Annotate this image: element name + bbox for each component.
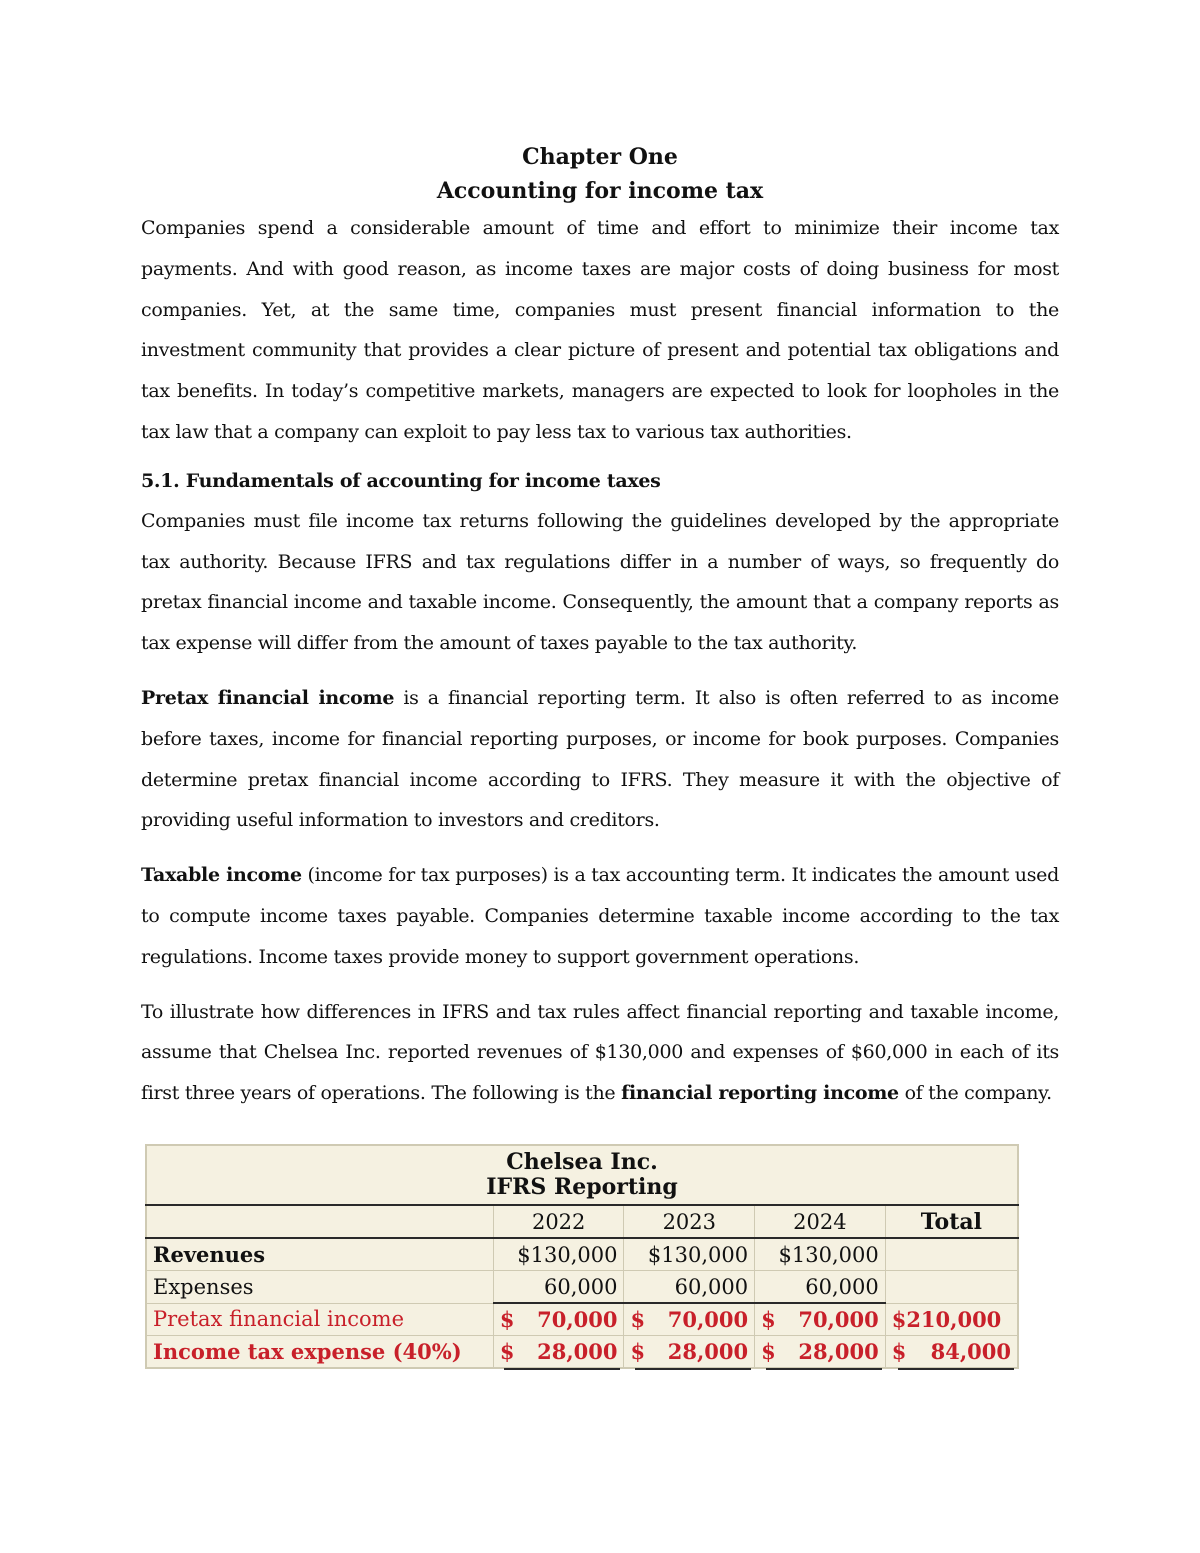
year-header: 2024 xyxy=(755,1205,886,1238)
double-underline xyxy=(504,1368,620,1370)
double-underline xyxy=(898,1368,1014,1370)
illustration-text: To illustrate how differences in IFRS and tax rules affect financial reporting and taxable income, assume that Chelsea Inc. reported revenues of $130,000 and expenses of $60,000 in each of its first three years of operations. The following is the xyxy=(141,1000,1059,1105)
row-total xyxy=(885,1271,1018,1304)
table-row xyxy=(146,1238,1018,1271)
pretax-term: Pretax financial income xyxy=(141,686,395,709)
chapter-label: Chapter One xyxy=(522,144,678,170)
table-title xyxy=(146,1145,1018,1205)
row-value: 60,000 xyxy=(624,1271,755,1304)
row-total: $ 84,000 xyxy=(885,1336,1018,1369)
pretax-definition: is a financial reporting term. It also is often referred to as income before taxes, income for financial reporting purposes, or income for book purposes. Companies determine pretax financial income according to IFRS. They measure it with the objective of providing useful information to investors and creditors. xyxy=(141,686,1059,832)
row-total xyxy=(885,1238,1018,1271)
page-title: Accounting for income tax xyxy=(436,178,764,204)
row-value: $130,000 xyxy=(624,1238,755,1271)
section-paragraph: Companies must file income tax returns following the guidelines developed by the appropriate tax authority. Because IFRS and tax regulations differ in a number of ways, so frequently do pretax financial income and taxable income. Consequently, the amount that a company reports as tax expense will differ from the amount of taxes payable to the tax authority. xyxy=(141,509,1059,655)
row-total: $210,000 xyxy=(885,1303,1018,1336)
pretax-paragraph xyxy=(141,678,1059,841)
row-value: $130,000 xyxy=(493,1238,624,1271)
table-row xyxy=(146,1271,1018,1304)
double-underline xyxy=(635,1368,751,1370)
row-label: Pretax financial income xyxy=(146,1303,493,1336)
row-value: $ 28,000 xyxy=(755,1336,886,1369)
table-row xyxy=(146,1303,1018,1336)
illustration-end: of the company. xyxy=(898,1082,1052,1105)
row-label: Expenses xyxy=(146,1271,493,1304)
header-blank-cell xyxy=(146,1205,493,1238)
taxable-definition: (income for tax purposes) is a tax accounting term. It indicates the amount used to compute income taxes payable. Companies determine taxable income according to the tax regulations. Income taxes provide money to support government operations. xyxy=(141,864,1059,968)
year-header: 2023 xyxy=(624,1205,755,1238)
row-label: Income tax expense (40%) xyxy=(146,1336,493,1369)
row-value: 60,000 xyxy=(493,1271,624,1304)
section-heading: 5.1. Fundamentals of accounting for income taxes xyxy=(141,469,661,492)
double-underline xyxy=(766,1368,882,1370)
table-subtitle: IFRS Reporting xyxy=(486,1174,678,1200)
row-value: $ 70,000 xyxy=(493,1303,624,1336)
ifrs-reporting-table xyxy=(145,1144,1019,1369)
intro-paragraph: Companies spend a considerable amount of time and effort to minimize their income tax payments. And with good reason, as income taxes are major costs of doing business for most companies. Yet, at the same time, companies must present financial information to the investment community that provides a clear picture of present and potential tax obligations and tax benefits. In today’s competitive markets, managers are expected to look for loopholes in the tax law that a company can exploit to pay less tax to various tax authorities. xyxy=(141,217,1059,443)
row-value: $ 28,000 xyxy=(624,1336,755,1369)
year-header: 2022 xyxy=(493,1205,624,1238)
row-value: 60,000 xyxy=(755,1271,886,1304)
table-row xyxy=(146,1336,1018,1369)
row-value: $ 28,000 xyxy=(493,1336,624,1369)
table-company: Chelsea Inc. xyxy=(506,1149,658,1175)
document-page xyxy=(141,140,1059,1114)
row-label: Revenues xyxy=(146,1238,493,1271)
total-header: Total xyxy=(885,1205,1018,1238)
row-value: $130,000 xyxy=(755,1238,886,1271)
row-value: $ 70,000 xyxy=(755,1303,886,1336)
row-value: $ 70,000 xyxy=(624,1303,755,1336)
illustration-paragraph xyxy=(141,992,1059,1114)
illustration-bold: financial reporting income xyxy=(621,1082,899,1105)
taxable-paragraph xyxy=(141,855,1059,977)
taxable-term: Taxable income xyxy=(141,864,302,887)
